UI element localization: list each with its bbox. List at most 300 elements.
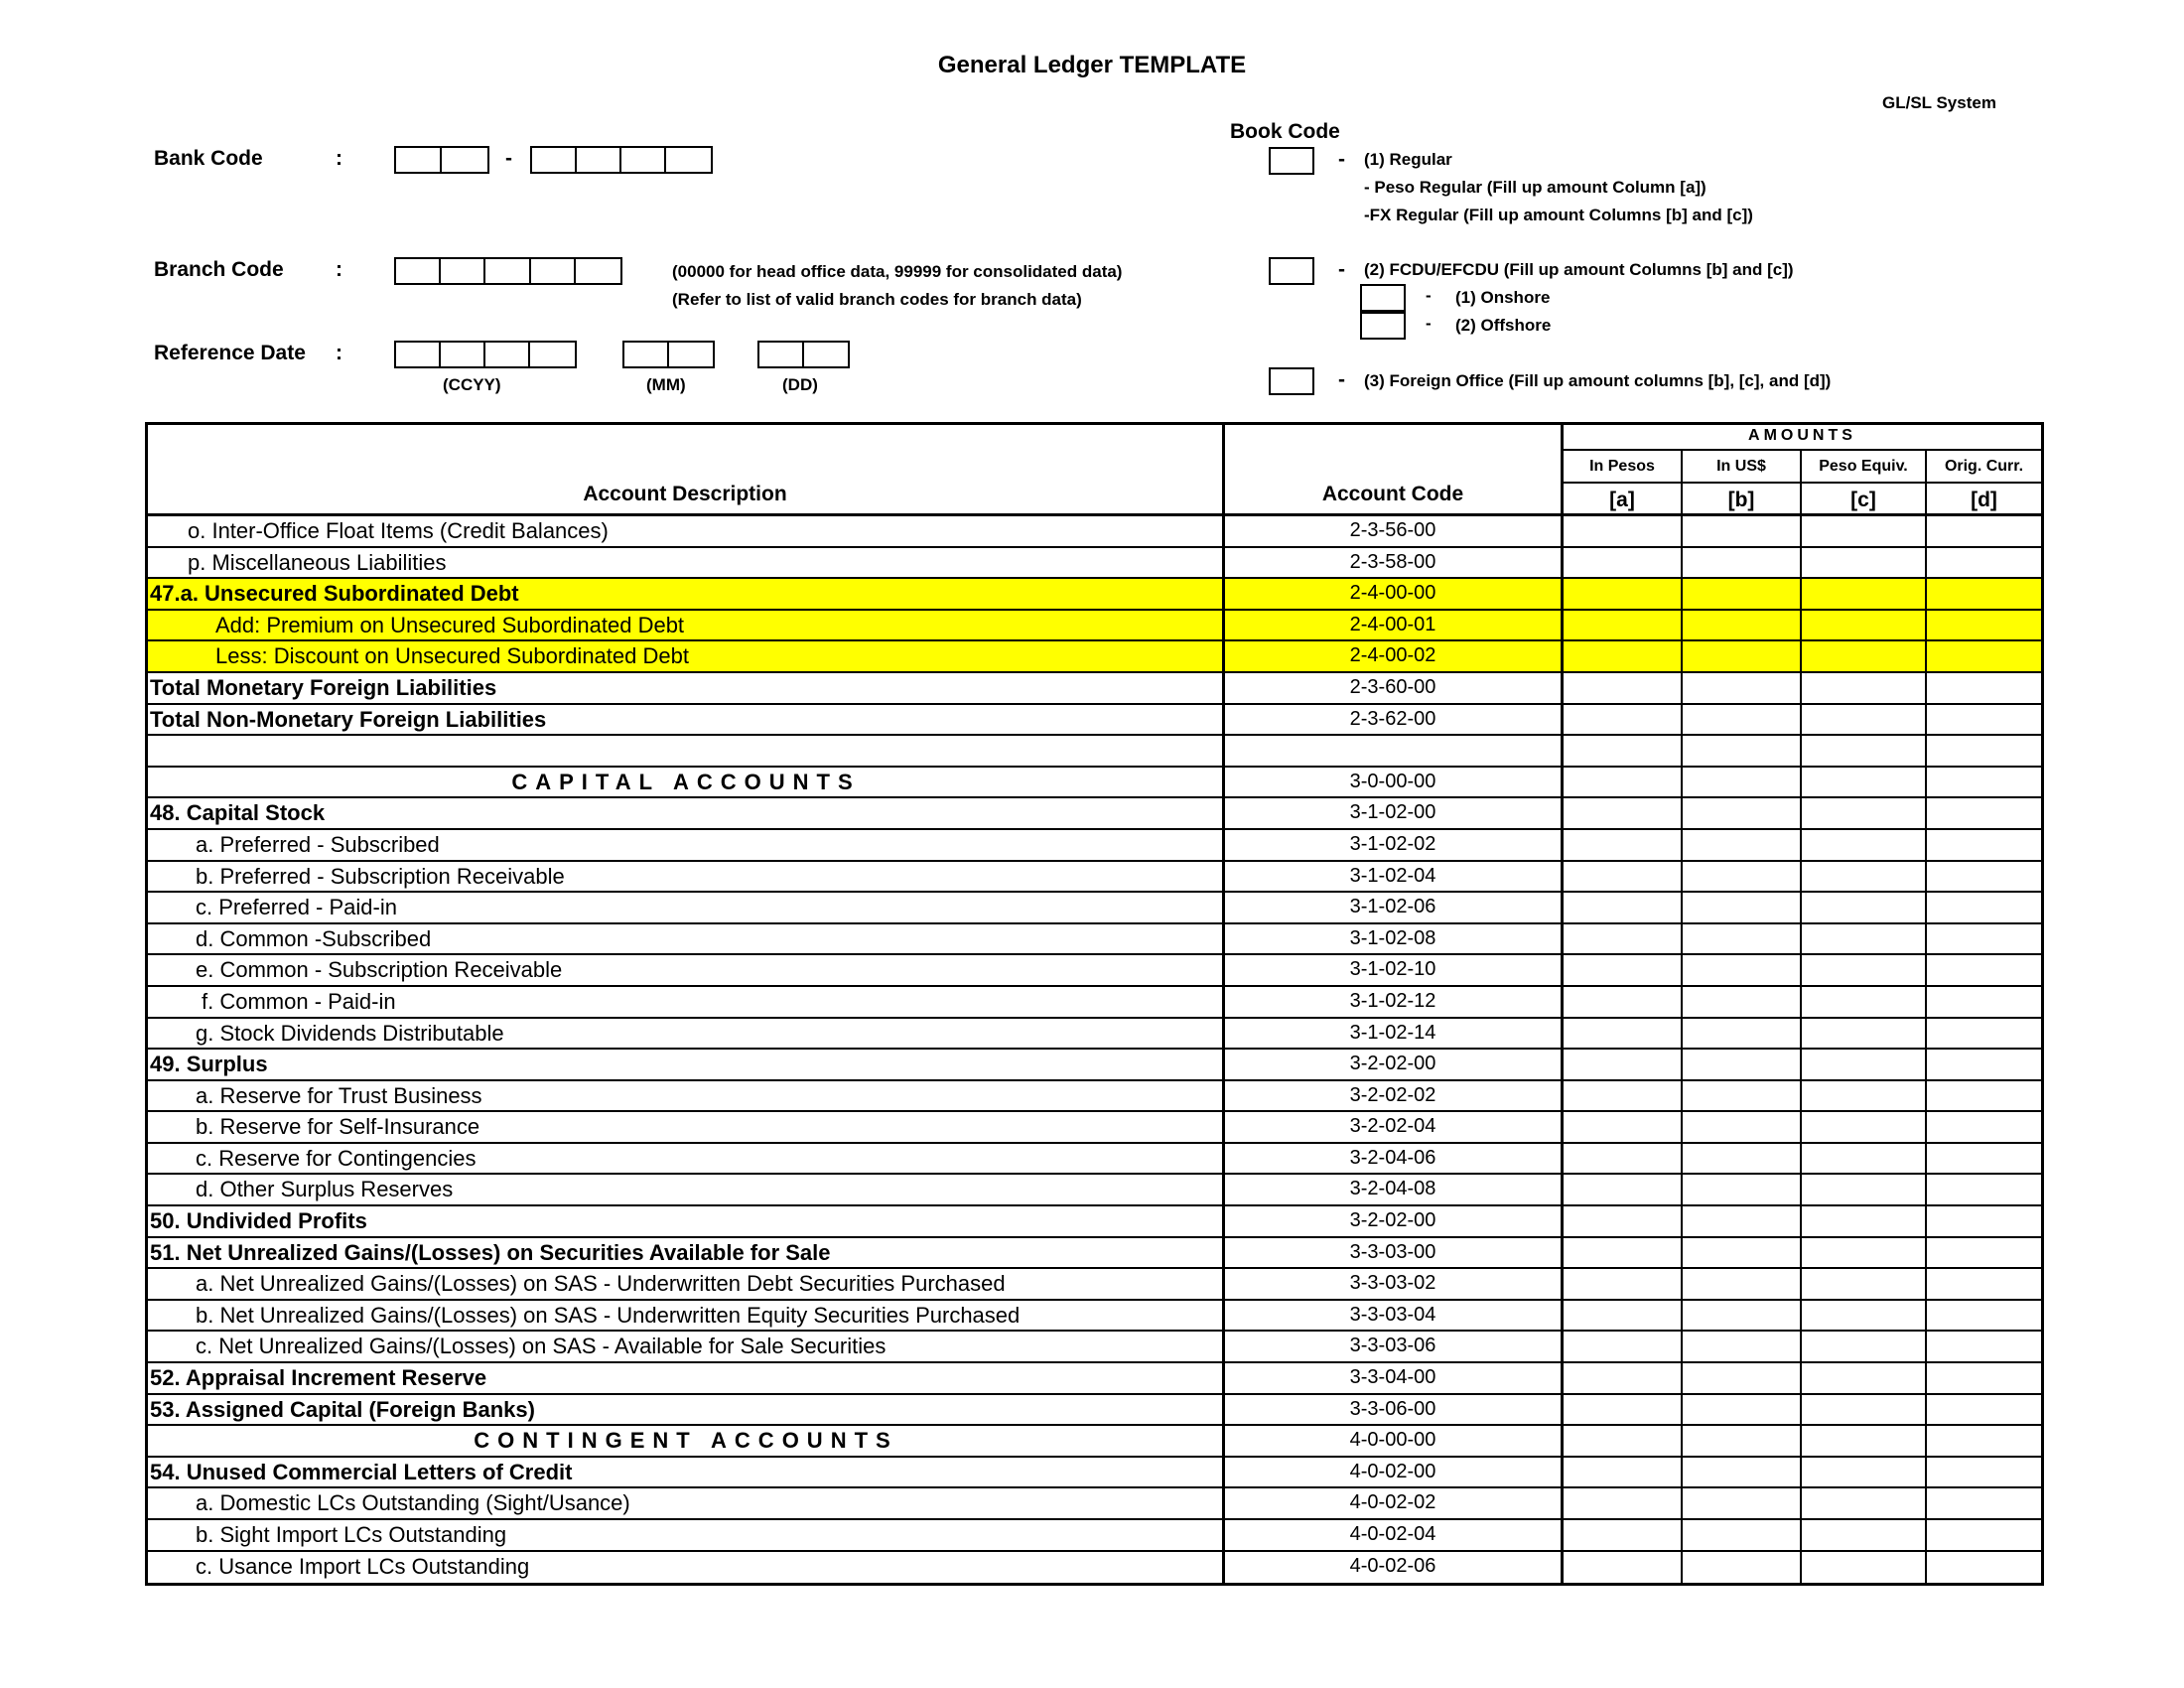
account-code-cell: 2-3-62-00 [1225,705,1564,735]
amount-orig-curr-cell[interactable] [1927,705,2041,735]
amount-in-pesos-cell[interactable] [1564,641,1683,671]
reference-date-year-boxes[interactable] [394,341,577,368]
amount-in-us-cell[interactable] [1683,1395,1802,1425]
amount-peso-equiv-cell[interactable] [1802,579,1927,609]
amount-in-pesos-cell[interactable] [1564,1269,1683,1299]
amount-orig-curr-cell[interactable] [1927,641,2041,671]
amount-in-us-cell[interactable] [1683,1206,1802,1236]
amount-in-us-cell[interactable] [1683,798,1802,828]
amount-orig-curr-cell[interactable] [1927,1395,2041,1425]
reference-date-month-boxes[interactable] [622,341,715,368]
amount-orig-curr-cell[interactable] [1927,1458,2041,1487]
book-code-onshore-checkbox[interactable] [1360,284,1406,312]
table-row [148,1488,2041,1520]
account-code-cell: 2-3-56-00 [1225,516,1564,546]
account-code-cell: 3-3-03-04 [1225,1301,1564,1331]
amount-orig-curr-cell[interactable] [1927,1081,2041,1111]
amount-in-us-cell[interactable] [1683,987,1802,1017]
bank-code-digit[interactable] [532,148,577,172]
account-code-cell: 4-0-02-04 [1225,1520,1564,1550]
amount-peso-equiv-cell[interactable] [1802,611,1927,640]
amount-in-pesos-cell[interactable] [1564,611,1683,640]
reference-date-colon: : [336,342,342,364]
amount-in-pesos-cell[interactable] [1564,768,1683,797]
amount-in-us-cell[interactable] [1683,579,1802,609]
account-code-cell: 3-1-02-10 [1225,955,1564,985]
amount-peso-equiv-cell[interactable] [1802,1552,1927,1584]
amount-in-us-cell[interactable] [1683,1081,1802,1111]
bank-code-dash: - [505,147,512,170]
amount-peso-equiv-cell[interactable] [1802,1332,1927,1361]
year-digit[interactable] [396,343,441,366]
account-code-cell: 4-0-00-00 [1225,1426,1564,1456]
branch-code-colon: : [336,258,342,281]
table-row [148,1112,2041,1144]
account-code-cell: 3-1-02-12 [1225,987,1564,1017]
amount-orig-curr-cell[interactable] [1927,1019,2041,1049]
bank-code-label: Bank Code [154,147,263,170]
account-code-cell: 3-1-02-14 [1225,1019,1564,1049]
amount-in-pesos-cell[interactable] [1564,1458,1683,1487]
amount-peso-equiv-cell[interactable] [1802,1520,1927,1550]
table-row [148,1050,2041,1081]
account-description-cell: 53. Assigned Capital (Foreign Banks) [148,1395,1225,1425]
bank-code-digit[interactable] [396,148,442,172]
amount-orig-curr-cell[interactable] [1927,862,2041,892]
account-description-cell: CAPITAL ACCOUNTS [148,768,1225,797]
dd-caption: (DD) [782,375,818,394]
amount-in-pesos-cell[interactable] [1564,736,1683,766]
account-code-cell: 3-2-02-00 [1225,1050,1564,1079]
table-row [148,862,2041,894]
amount-in-pesos-cell[interactable] [1564,830,1683,860]
amount-peso-equiv-cell[interactable] [1802,673,1927,703]
amount-peso-equiv-cell[interactable] [1802,736,1927,766]
amount-orig-curr-cell[interactable] [1927,830,2041,860]
amount-orig-curr-cell[interactable] [1927,611,2041,640]
amount-in-pesos-cell[interactable] [1564,1552,1683,1584]
amount-in-us-cell[interactable] [1683,1332,1802,1361]
amount-in-us-cell[interactable] [1683,862,1802,892]
amount-in-us-cell[interactable] [1683,1488,1802,1518]
account-code-cell: 3-3-06-00 [1225,1395,1564,1425]
table-row [148,736,2041,768]
amount-orig-curr-cell[interactable] [1927,548,2041,578]
table-row [148,1269,2041,1301]
amount-peso-equiv-cell[interactable] [1802,1488,1927,1518]
account-code-cell: 3-2-04-08 [1225,1175,1564,1204]
account-description-cell: c. Usance Import LCs Outstanding [148,1552,1225,1584]
amount-orig-curr-cell[interactable] [1927,1269,2041,1299]
amount-in-pesos-cell[interactable] [1564,1301,1683,1331]
amount-peso-equiv-cell[interactable] [1802,1458,1927,1487]
amount-orig-curr-cell[interactable] [1927,1552,2041,1584]
book-code-offshore-checkbox[interactable] [1360,312,1406,340]
table-row [148,516,2041,548]
account-description-cell: 49. Surplus [148,1050,1225,1079]
amount-in-us-cell[interactable] [1683,1112,1802,1142]
account-description-cell: a. Net Unrealized Gains/(Losses) on SAS - Underwritten Debt Securities Purchased [148,1269,1225,1299]
account-code-cell: 4-0-02-06 [1225,1552,1564,1584]
amount-in-pesos-cell[interactable] [1564,1206,1683,1236]
book-code-offshore-label: (2) Offshore [1455,316,1552,335]
account-description-cell: c. Preferred - Paid-in [148,893,1225,922]
amount-in-pesos-cell[interactable] [1564,1112,1683,1142]
system-label: GL/SL System [1882,93,1996,112]
account-description-cell: d. Other Surplus Reserves [148,1175,1225,1204]
amount-peso-equiv-cell[interactable] [1802,1363,1927,1393]
account-description-cell: 47.a. Unsecured Subordinated Debt [148,579,1225,609]
book-code-dash: - [1426,286,1432,305]
amount-orig-curr-cell[interactable] [1927,1332,2041,1361]
amount-in-pesos-cell[interactable] [1564,1332,1683,1361]
amount-peso-equiv-cell[interactable] [1802,1426,1927,1456]
amount-in-us-cell[interactable] [1683,830,1802,860]
account-description-cell [148,736,1225,766]
account-code-cell: 2-4-00-01 [1225,611,1564,640]
amount-peso-equiv-cell[interactable] [1802,516,1927,546]
table-row [148,893,2041,924]
table-row [148,924,2041,956]
amount-in-pesos-cell[interactable] [1564,1363,1683,1393]
account-code-cell: 3-1-02-06 [1225,893,1564,922]
amount-orig-curr-cell[interactable] [1927,1238,2041,1268]
branch-code-digit[interactable] [576,259,620,283]
amount-in-pesos-cell[interactable] [1564,924,1683,954]
peso-equiv-header: Peso Equiv. [1819,458,1908,475]
amount-in-us-cell[interactable] [1683,1144,1802,1174]
ledger-table [145,422,2044,1586]
amount-peso-equiv-cell[interactable] [1802,1301,1927,1331]
table-row [148,1019,2041,1051]
amount-orig-curr-cell[interactable] [1927,924,2041,954]
account-code-cell: 3-0-00-00 [1225,768,1564,797]
account-code-cell: 3-2-02-04 [1225,1112,1564,1142]
account-code-cell: 2-3-58-00 [1225,548,1564,578]
amount-peso-equiv-cell[interactable] [1802,1050,1927,1079]
amount-orig-curr-cell[interactable] [1927,798,2041,828]
amount-orig-curr-cell[interactable] [1927,1050,2041,1079]
account-code-cell: 3-1-02-02 [1225,830,1564,860]
amount-orig-curr-cell[interactable] [1927,736,2041,766]
table-row [148,1081,2041,1113]
amount-in-pesos-cell[interactable] [1564,1395,1683,1425]
account-code-cell: 4-0-02-02 [1225,1488,1564,1518]
table-row [148,1363,2041,1395]
amount-orig-curr-cell[interactable] [1927,1144,2041,1174]
amount-in-pesos-cell[interactable] [1564,955,1683,985]
amount-in-pesos-cell[interactable] [1564,1175,1683,1204]
book-code-fcdu-checkbox[interactable] [1269,257,1314,285]
month-digit[interactable] [669,343,713,366]
amount-in-pesos-cell[interactable] [1564,516,1683,546]
amount-peso-equiv-cell[interactable] [1802,1175,1927,1204]
amount-in-us-cell[interactable] [1683,1301,1802,1331]
amount-orig-curr-cell[interactable] [1927,893,2041,922]
amount-in-pesos-cell[interactable] [1564,1144,1683,1174]
account-description-cell: p. Miscellaneous Liabilities [148,548,1225,578]
amount-peso-equiv-cell[interactable] [1802,987,1927,1017]
branch-code-digit[interactable] [531,259,576,283]
book-code-onshore-label: (1) Onshore [1455,288,1551,307]
amount-in-us-cell[interactable] [1683,1269,1802,1299]
amount-orig-curr-cell[interactable] [1927,1488,2041,1518]
amount-peso-equiv-cell[interactable] [1802,798,1927,828]
table-row [148,1520,2041,1552]
amount-in-us-cell[interactable] [1683,516,1802,546]
table-row [148,673,2041,705]
account-code-cell: 3-3-03-00 [1225,1238,1564,1268]
account-code-cell: 2-4-00-00 [1225,579,1564,609]
table-row [148,1458,2041,1489]
book-code-fcdu-label: (2) FCDU/EFCDU (Fill up amount Columns [b] and [c]) [1364,260,1794,279]
table-row [148,1552,2041,1584]
day-digit[interactable] [759,343,804,366]
branch-code-digit[interactable] [485,259,530,283]
account-code-cell: 3-3-04-00 [1225,1363,1564,1393]
table-header [148,425,2041,516]
table-row [148,1426,2041,1458]
book-code-foreign-office-checkbox[interactable] [1269,367,1314,395]
amount-peso-equiv-cell[interactable] [1802,862,1927,892]
account-description-cell: e. Common - Subscription Receivable [148,955,1225,985]
account-description-cell: Total Monetary Foreign Liabilities [148,673,1225,703]
amount-orig-curr-cell[interactable] [1927,955,2041,985]
account-code-cell: 3-3-03-06 [1225,1332,1564,1361]
col-b-header: [b] [1727,489,1755,511]
amount-in-us-cell[interactable] [1683,705,1802,735]
table-row [148,641,2041,673]
amount-peso-equiv-cell[interactable] [1802,893,1927,922]
amount-peso-equiv-cell[interactable] [1802,1238,1927,1268]
branch-code-digit[interactable] [441,259,485,283]
amount-in-us-cell[interactable] [1683,548,1802,578]
account-description-cell: b. Reserve for Self-Insurance [148,1112,1225,1142]
amount-peso-equiv-cell[interactable] [1802,830,1927,860]
amount-orig-curr-cell[interactable] [1927,987,2041,1017]
table-row [148,830,2041,862]
amount-in-us-cell[interactable] [1683,1175,1802,1204]
amount-peso-equiv-cell[interactable] [1802,1395,1927,1425]
year-digit[interactable] [441,343,485,366]
year-digit[interactable] [530,343,575,366]
amount-in-pesos-cell[interactable] [1564,1019,1683,1049]
account-description-cell: Add: Premium on Unsecured Subordinated Debt [148,611,1225,640]
bank-code-digit[interactable] [577,148,621,172]
account-description-cell: 50. Undivided Profits [148,1206,1225,1236]
account-description-cell: 52. Appraisal Increment Reserve [148,1363,1225,1393]
account-code-cell [1225,736,1564,766]
amount-in-us-cell[interactable] [1683,1458,1802,1487]
amount-in-us-cell[interactable] [1683,1426,1802,1456]
account-code-cell: 2-3-60-00 [1225,673,1564,703]
book-code-fx-regular-note: -FX Regular (Fill up amount Columns [b] and [c]) [1364,206,1753,224]
amount-orig-curr-cell[interactable] [1927,768,2041,797]
amount-in-pesos-cell[interactable] [1564,705,1683,735]
account-description-header: Account Description [583,483,787,505]
account-description-cell: c. Reserve for Contingencies [148,1144,1225,1174]
amount-in-us-cell[interactable] [1683,1238,1802,1268]
amount-in-pesos-cell[interactable] [1564,673,1683,703]
table-row [148,1206,2041,1238]
amount-in-us-cell[interactable] [1683,673,1802,703]
branch-code-label: Branch Code [154,258,284,281]
amount-in-us-cell[interactable] [1683,955,1802,985]
account-code-cell: 3-1-02-00 [1225,798,1564,828]
amount-in-us-cell[interactable] [1683,1050,1802,1079]
amount-orig-curr-cell[interactable] [1927,1175,2041,1204]
amount-peso-equiv-cell[interactable] [1802,955,1927,985]
bank-code-digit[interactable] [621,148,666,172]
table-row [148,987,2041,1019]
amount-peso-equiv-cell[interactable] [1802,1206,1927,1236]
amount-peso-equiv-cell[interactable] [1802,1112,1927,1142]
amount-in-us-cell[interactable] [1683,736,1802,766]
amount-orig-curr-cell[interactable] [1927,1426,2041,1456]
amount-orig-curr-cell[interactable] [1927,1206,2041,1236]
book-code-peso-regular-note: - Peso Regular (Fill up amount Column [a]) [1364,178,1706,197]
branch-code-digit[interactable] [396,259,441,283]
bank-code-colon: : [336,147,342,170]
account-description-cell: f. Common - Paid-in [148,987,1225,1017]
amount-peso-equiv-cell[interactable] [1802,924,1927,954]
table-body [148,516,2041,1583]
amount-in-us-cell[interactable] [1683,1019,1802,1049]
account-description-cell: b. Sight Import LCs Outstanding [148,1520,1225,1550]
amount-peso-equiv-cell[interactable] [1802,641,1927,671]
account-description-cell: c. Net Unrealized Gains/(Losses) on SAS - Available for Sale Securities [148,1332,1225,1361]
book-code-regular-label: (1) Regular [1364,150,1452,169]
branch-code-boxes[interactable] [394,257,622,285]
amount-in-pesos-cell[interactable] [1564,862,1683,892]
amount-in-us-cell[interactable] [1683,641,1802,671]
account-description-cell: 54. Unused Commercial Letters of Credit [148,1458,1225,1487]
book-code-label: Book Code [1230,120,1340,143]
amount-peso-equiv-cell[interactable] [1802,1081,1927,1111]
orig-curr-header: Orig. Curr. [1944,458,2024,475]
account-description-cell: a. Preferred - Subscribed [148,830,1225,860]
table-row [148,798,2041,830]
table-row [148,1332,2041,1363]
table-row [148,955,2041,987]
day-digit[interactable] [804,343,848,366]
bank-code-prefix-boxes[interactable] [394,146,489,174]
amount-in-us-cell[interactable] [1683,1363,1802,1393]
amount-in-us-cell[interactable] [1683,924,1802,954]
amount-in-pesos-cell[interactable] [1564,548,1683,578]
amount-peso-equiv-cell[interactable] [1802,1019,1927,1049]
account-code-header: Account Code [1321,483,1464,505]
amount-in-us-cell[interactable] [1683,893,1802,922]
account-description-cell: Less: Discount on Unsecured Subordinated Debt [148,641,1225,671]
reference-date-label: Reference Date [154,342,306,364]
col-a-header: [a] [1609,489,1635,511]
amounts-header: AMOUNTS [1748,427,1856,444]
table-row [148,1175,2041,1206]
amount-in-pesos-cell[interactable] [1564,1520,1683,1550]
account-description-cell: d. Common -Subscribed [148,924,1225,954]
account-description-cell: b. Net Unrealized Gains/(Losses) on SAS - Underwritten Equity Securities Purchased [148,1301,1225,1331]
amount-in-us-cell[interactable] [1683,768,1802,797]
account-code-cell: 3-1-02-04 [1225,862,1564,892]
amount-in-us-cell[interactable] [1683,1520,1802,1550]
col-d-header: [d] [1971,489,1997,511]
table-row [148,611,2041,642]
amount-in-pesos-cell[interactable] [1564,798,1683,828]
table-row [148,579,2041,611]
book-code-dash: - [1426,314,1432,333]
amount-in-us-cell[interactable] [1683,611,1802,640]
amount-peso-equiv-cell[interactable] [1802,548,1927,578]
amount-orig-curr-cell[interactable] [1927,1112,2041,1142]
amount-orig-curr-cell[interactable] [1927,1520,2041,1550]
account-description-cell: b. Preferred - Subscription Receivable [148,862,1225,892]
branch-note-head-office: (00000 for head office data, 99999 for consolidated data) [672,262,1123,281]
amount-in-pesos-cell[interactable] [1564,1050,1683,1079]
amount-in-pesos-cell[interactable] [1564,1238,1683,1268]
account-code-cell: 3-2-04-06 [1225,1144,1564,1174]
amount-in-pesos-cell[interactable] [1564,987,1683,1017]
amount-in-us-cell[interactable] [1683,1552,1802,1584]
account-description-cell: CONTINGENT ACCOUNTS [148,1426,1225,1456]
amount-peso-equiv-cell[interactable] [1802,705,1927,735]
amount-peso-equiv-cell[interactable] [1802,1144,1927,1174]
account-code-cell: 3-2-02-00 [1225,1206,1564,1236]
amount-orig-curr-cell[interactable] [1927,1363,2041,1393]
bank-code-digit[interactable] [442,148,487,172]
book-code-regular-checkbox[interactable] [1269,147,1314,175]
table-row [148,1395,2041,1427]
account-description-cell: a. Domestic LCs Outstanding (Sight/Usance) [148,1488,1225,1518]
month-digit[interactable] [624,343,669,366]
bank-code-digit[interactable] [666,148,711,172]
account-code-cell: 3-2-02-02 [1225,1081,1564,1111]
account-description-cell: 51. Net Unrealized Gains/(Losses) on Securities Available for Sale [148,1238,1225,1268]
ccyy-caption: (CCYY) [443,375,501,394]
amount-in-pesos-cell[interactable] [1564,1488,1683,1518]
branch-note-valid-codes: (Refer to list of valid branch codes for branch data) [672,290,1082,309]
amount-peso-equiv-cell[interactable] [1802,1269,1927,1299]
bank-code-suffix-boxes[interactable] [530,146,713,174]
col-c-header: [c] [1850,489,1876,511]
amount-in-pesos-cell[interactable] [1564,1426,1683,1456]
book-code-dash: - [1338,258,1345,281]
mm-caption: (MM) [646,375,686,394]
amount-peso-equiv-cell[interactable] [1802,768,1927,797]
account-code-cell: 2-4-00-02 [1225,641,1564,671]
in-us-header: In US$ [1716,458,1766,475]
account-description-cell: Total Non-Monetary Foreign Liabilities [148,705,1225,735]
table-row [148,548,2041,580]
table-row [148,705,2041,737]
amount-in-pesos-cell[interactable] [1564,1081,1683,1111]
amount-orig-curr-cell[interactable] [1927,1301,2041,1331]
amount-orig-curr-cell[interactable] [1927,579,2041,609]
amount-orig-curr-cell[interactable] [1927,516,2041,546]
account-description-cell: g. Stock Dividends Distributable [148,1019,1225,1049]
account-description-cell: 48. Capital Stock [148,798,1225,828]
account-code-cell: 3-3-03-02 [1225,1269,1564,1299]
year-digit[interactable] [485,343,530,366]
amount-orig-curr-cell[interactable] [1927,673,2041,703]
book-code-dash: - [1338,368,1345,391]
amount-in-pesos-cell[interactable] [1564,579,1683,609]
table-row [148,1144,2041,1176]
reference-date-day-boxes[interactable] [757,341,850,368]
amount-in-pesos-cell[interactable] [1564,893,1683,922]
account-description-cell: o. Inter-Office Float Items (Credit Balances) [148,516,1225,546]
account-code-cell: 4-0-02-00 [1225,1458,1564,1487]
